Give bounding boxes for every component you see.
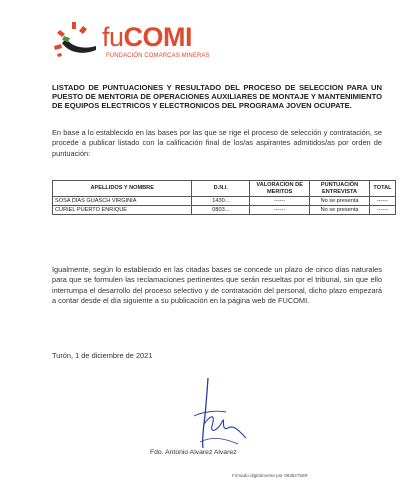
header-total: TOTAL <box>369 181 395 197</box>
results-table <box>52 180 396 215</box>
cell-entrevista: No se presenta <box>310 197 370 206</box>
date-line: Turón, 1 de diciembre de 2021 <box>52 351 153 360</box>
cell-dni: 1430... <box>192 197 250 206</box>
table-header-row <box>53 181 396 197</box>
header-name: APELLIDOS Y NOMBRE <box>53 181 192 197</box>
signer-name: Fdo. Antonio Alvarez Alvarez <box>150 449 237 456</box>
digital-signature-note: Firmado digitalmente por 09382756R <box>232 473 308 478</box>
cell-meritos: ------ <box>250 206 310 215</box>
fucomi-logo <box>52 14 210 64</box>
cell-name: SOSA DIAS GUASCH VIRGINIA <box>53 197 192 206</box>
document-title: LISTADO DE PUNTUACIONES Y RESULTADO DEL PROCESO DE SELECCION PARA UN PUESTO DE MENTORIA DE OPERACIONES AUXILIARES DE MONTAJE Y MANTENIMIENTO DE EQUIPOS ELECTRICOS Y ELECTRONICOS DEL PROGRAMA JOVEN OCUPATE. <box>52 83 382 111</box>
header-entrevista: PUNTUACIÓN ENTREVISTA <box>310 181 370 197</box>
header-dni: D.N.I. <box>192 181 250 197</box>
cell-name: CURIEL PUERTO ENRIQUE <box>53 206 192 215</box>
cell-total: ------ <box>369 206 395 215</box>
closing-paragraph: Igualmente, según lo establecido en las citadas bases se concede un plazo de cinco días naturales para que se formulen las reclamaciones pertinentes que serán resueltas por el tribunal, sin que ello interrumpa el desarrollo del proceso selectivo y de contratación del personal, dicho plazo empezará a contar desde el día siguiente a su publicación en la página web de FUCOMI. <box>52 265 382 306</box>
table-row <box>53 206 396 215</box>
cell-meritos: ------ <box>250 197 310 206</box>
cell-dni: 0803... <box>192 206 250 215</box>
logo-text-fu: fu <box>102 22 124 52</box>
cell-total: ------ <box>369 197 395 206</box>
intro-paragraph: En base a lo establecido en las bases por las que se rige el proceso de selección y contratación, se procede a publicar listado con la calificación final de los/as aspirantes admitidos/as por orden de puntuación: <box>52 128 382 158</box>
header-meritos: VALORACION DE MERITOS <box>250 181 310 197</box>
logo-subtitle: FUNDACIÓN COMARCAS MINERAS <box>106 53 210 59</box>
table-row <box>53 197 396 206</box>
cell-entrevista: No se presenta <box>310 206 370 215</box>
fucomi-emblem-icon <box>52 20 104 60</box>
logo-text-comi: COMI <box>123 22 193 52</box>
handwritten-signature-icon <box>182 372 252 454</box>
